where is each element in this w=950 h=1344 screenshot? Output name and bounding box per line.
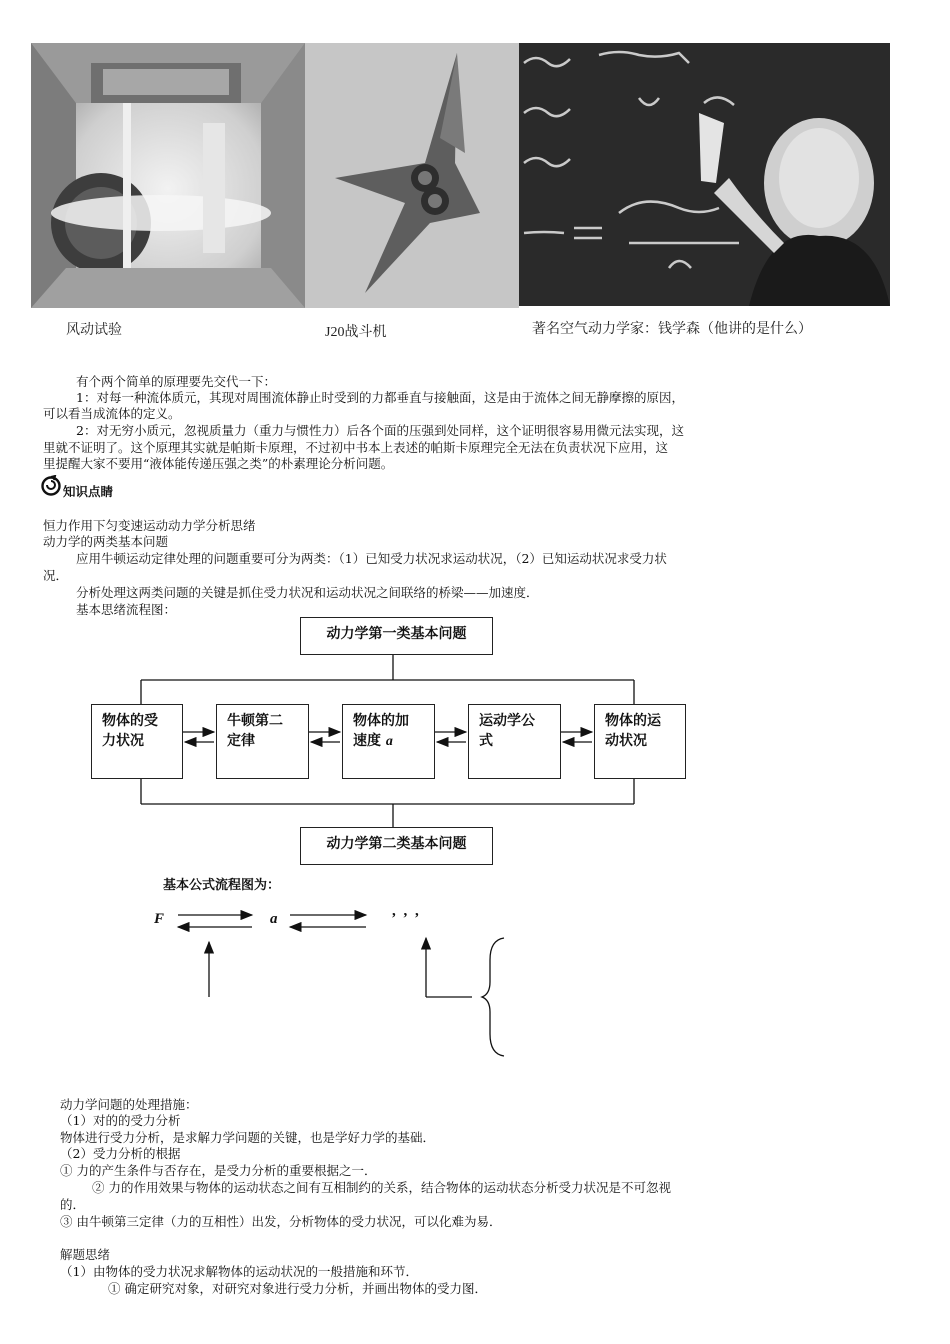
- intro-lead: 有个两个简单的原理要先交代一下：: [76, 374, 277, 389]
- flow-box-newton-line1: 牛顿第二: [227, 713, 283, 729]
- flow-box-acceleration-line1: 物体的加: [353, 713, 409, 729]
- flow-box-force-line1: 物体的受: [102, 713, 158, 729]
- flow-box-motion-line2: 动状况: [605, 733, 647, 749]
- solving-line2: （1）由物体的受力状况求解物体的运动状况的一般措施和环节．: [60, 1264, 418, 1279]
- intro-p1-line2: 可以看当成流体的定义。: [43, 406, 181, 421]
- flow-box-newton: [216, 704, 309, 779]
- methods-line6b: 的．: [60, 1197, 86, 1212]
- flow-box-second-problem: [300, 827, 493, 865]
- methods-line4: （2）受力分析的根据: [60, 1146, 181, 1161]
- dynamics-line2: 动力学的两类基本问题: [43, 534, 169, 549]
- flow-box-acceleration: [342, 704, 435, 779]
- dynamics-line5: 基本思绪流程图：: [76, 602, 177, 617]
- solving-line1: 解题思绪: [60, 1247, 111, 1262]
- solving-line3: ① 确定研究对象，对研究对象进行受力分析，并画出物体的受力图．: [108, 1281, 487, 1296]
- formula-title: 基本公式流程图为：: [163, 878, 281, 893]
- flow-box-second-problem-label: 动力学第二类基本问题: [326, 836, 467, 852]
- intro-p2-line3: 里提醒大家不要用“液体能传递压强之类”的朴素理论分析问题。: [43, 456, 394, 471]
- flow-box-kinematics-line2: 式: [479, 733, 493, 749]
- acceleration-symbol: a: [385, 734, 393, 749]
- flow-box-force: [91, 704, 183, 779]
- flow-box-force-line2: 力状况: [102, 733, 144, 749]
- section-heading: 知识点睛: [63, 484, 114, 499]
- methods-line3: 物体进行受力分析，是求解力学问题的关键，也是学好力学的基础．: [60, 1130, 436, 1145]
- dynamics-line1: 恒力作用下匀变速运动动力学分析思绪: [43, 518, 256, 533]
- methods-line1: 动力学问题的处理措施：: [60, 1097, 198, 1112]
- flow-box-acceleration-line2-wrap: [353, 731, 434, 752]
- formula-a: a: [270, 911, 278, 927]
- caption-wind-tunnel: 风动试验: [66, 323, 122, 338]
- flow-box-first-problem: [300, 617, 493, 655]
- dynamics-line4: 分析处理这两类问题的关键是抓住受力状况和运动状况之间联络的桥梁——加速度．: [76, 585, 539, 600]
- flow-box-acceleration-line2: 速度: [353, 733, 381, 749]
- intro-p1-line1: 1：对每一种流体质元，其现对周围流体静止时受到的力都垂直与接触面，这是由于流体之间无静摩擦的原因，: [76, 390, 684, 405]
- flow-box-motion: [594, 704, 686, 779]
- flow-box-first-problem-label: 动力学第一类基本问题: [326, 626, 467, 642]
- flow-box-kinematics-line1: 运动学公: [479, 713, 535, 729]
- flow-box-motion-line1: 物体的运: [605, 713, 661, 729]
- dynamics-line3b: 况．: [43, 568, 69, 583]
- caption-fighter: J20战斗机: [325, 325, 387, 340]
- intro-p2-line2: 里就不证明了。这个原理其实就是帕斯卡原理，不过初中书本上表述的帕斯卡原理完全无法在负责状况下应用，这: [43, 440, 669, 455]
- methods-line6a: ② 力的作用效果与物体的运动状态之间有互相制约的关系，结合物体的运动状态分析受力状况是不可忽视: [92, 1180, 671, 1195]
- methods-line2: （1）对的的受力分析: [60, 1113, 181, 1128]
- flow-box-kinematics: [468, 704, 561, 779]
- formula-F: F: [154, 911, 165, 927]
- methods-line5: ① 力的产生条件与否存在，是受力分析的重要根据之一．: [60, 1163, 377, 1178]
- flow-box-newton-line2: 定律: [227, 733, 255, 749]
- intro-p2-line1: 2：对无穷小质元，忽视质量力（重力与惯性力）后各个面的压强到处同样，这个证明很容易用微元法实现，这: [76, 423, 684, 438]
- formula-dots: , , ,: [392, 903, 421, 919]
- methods-line7: ③ 由牛顿第三定律（力的互相性）出发，分析物体的受力状况，可以化难为易．: [60, 1214, 502, 1229]
- caption-scientist: 著名空气动力学家：钱学森（他讲的是什么）: [532, 322, 812, 337]
- dynamics-line3a: 应用牛顿运动定律处理的问题重要可分为两类：（1）已知受力状况求运动状况，（2）已知运动状况求受力状: [76, 551, 667, 566]
